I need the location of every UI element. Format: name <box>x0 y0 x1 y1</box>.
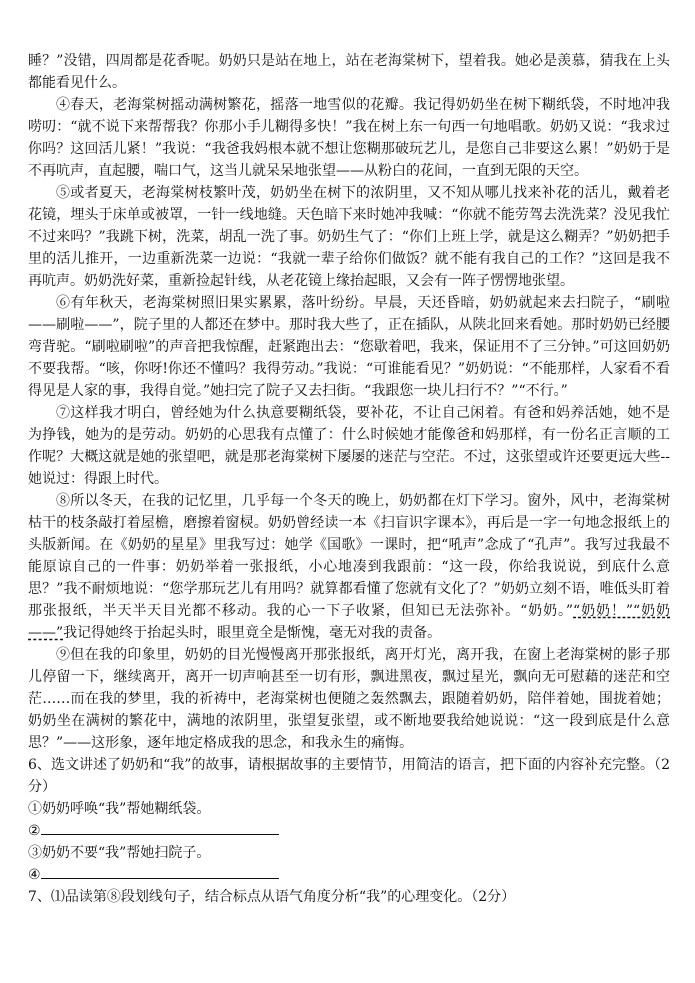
question-6-item-2 <box>28 820 670 842</box>
answer-blank-2[interactable] <box>41 820 279 835</box>
item-4-marker: ④ <box>28 867 41 883</box>
document-page <box>28 50 670 908</box>
paragraph-4: ④春天，老海棠树摇动满树繁花，摇落一地雪似的花瓣。我记得奶奶坐在树下糊纸袋，不时地冲我唠叨：“就不说下来帮帮我？你那小手儿糊得多快！”我在树上东一句西一句地唱歌。奶奶又说：“我求过你吗？这回活儿紧！”我说：“我爸我妈根本就不想让您糊那破玩艺儿，是您自己非要这么累！”奶奶于是不再吭声，直起腰，喘口气，这当儿就呆呆地张望——从粉白的花间，一直到无限的天空。 <box>28 97 670 179</box>
underlined-sentence: “奶奶！”“奶奶——” <box>28 603 670 641</box>
question-7-title: 7、⑴品读第⑧段划线句子，结合标点从语气角度分析“我”的心理变化。（2分） <box>28 889 516 905</box>
question-6-item-4 <box>28 864 670 886</box>
paragraph-8-text: ⑧所以冬天，在我的记忆里，几乎每一个冬天的晚上，奶奶都在灯下学习。窗外，风中，老海棠树枯干的枝条敲打着屋檐，磨擦着窗棂。奶奶曾经读一本《扫盲识字课本》，再后是一字一句地念报纸上的头版新闻。在《奶奶的星星》里我写过：她学《国歌》一课时，把“吼声”念成了“孔声”。我写过我最不能原谅自己的一件事：奶奶举着一张报纸，小心地凑到我跟前：“这一段，你给我说说，到底什么意思？”我不耐烦地说：“您学那玩艺儿有用吗？就算都看懂了您就有文化了？”奶奶立刻不语，唯低头盯着那张报纸，半天半天目光都不移动。我的心一下子收紧，但知已无法弥补。“奶奶。” <box>28 493 670 619</box>
paragraph-7: ⑦这样我才明白，曾经她为什么执意要糊纸袋，要补花，不让自己闲着。有爸和妈养活她，她不是为挣钱，她为的是劳动。奶奶的心思我有点懂了：什么时候她才能像爸和妈那样，有一份名正言顺的工作呢？大概这就是她的张望吧，就是那老海棠树下屡屡的迷茫与空茫。不过，这张望或许还要更远大些--她说过：得跟上时代。 <box>28 405 670 487</box>
question-6-title: 6、选文讲述了奶奶和“我”的故事，请根据故事的主要情节，用简洁的语言，把下面的内容补充完整。（2分） <box>28 757 670 795</box>
question-6-item-1: ①奶奶呼唤“我”帮她糊纸袋。 <box>28 801 211 817</box>
item-2-marker: ② <box>28 823 41 839</box>
question-6-item-3: ③奶奶不要“我”帮她扫院子。 <box>28 845 211 861</box>
paragraph-continuation: 睡？”没错，四周都是花香呢。奶奶只是站在地上，站在老海棠树下，望着我。她必是羡慕，猜我在上头都能看见什么。 <box>28 53 670 91</box>
paragraph-8-text-end: 我记得她终于抬起头时，眼里竟全是惭愧，毫无对我的责备。 <box>63 625 442 641</box>
paragraph-6: ⑥有年秋天，老海棠树照旧果实累累，落叶纷纷。早晨，天还昏暗，奶奶就起来去扫院子，“刷啦——刷啦——”，院子里的人都还在梦中。那时我大些了，正在插队，从陕北回来看她。那时奶奶已经腰弯背驼。“刷啦刷啦”的声音把我惊醒，赶紧跑出去：“您歇着吧，我来，保证用不了三分钟。”可这回奶奶不要我帮。“咳，你呀!你还不懂吗？我得劳动。”我说：“可谁能看见？”奶奶说：“不能那样，人家看不看得见是人家的事，我得自觉。”她扫完了院子又去扫街。“我跟您一块儿扫行不？”“不行。” <box>28 295 670 399</box>
paragraph-5: ⑤或者夏天，老海棠树枝繁叶茂，奶奶坐在树下的浓阴里，又不知从哪儿找来补花的活儿，戴着老花镜，埋头于床单或被罩，一针一线地缝。天色暗下来时她冲我喊：“你就不能劳驾去洗洗菜？没见我忙不过来吗？”我跳下树，洗菜，胡乱一洗了事。奶奶生气了：“你们上班上学，就是这么糊弄？”奶奶把手里的活儿推开，一边重新洗菜一边说：“我就一辈子给你们做饭？就不能有我自己的工作？”这回是我不再吭声。奶奶洗好菜，重新捡起针线，从老花镜上缘抬起眼，又会有一阵子愣愣地张望。 <box>28 185 670 289</box>
paragraph-9: ⑨但在我的印象里，奶奶的目光慢慢离开那张报纸，离开灯光，离开我，在窗上老海棠树的影子那儿停留一下，继续离开，离开一切声响甚至一切有形，飘进黑夜，飘过星光，飘向无可慰藉的迷茫和空茫……而在我的梦里，我的祈祷中，老海棠树也便随之轰然飘去，跟随着奶奶，陪伴着她，围拢着她；奶奶坐在满树的繁花中，满地的浓阴里，张望复张望，或不断地要我给她说说：“这一段到底是什么意思？”——这形象，逐年地定格成我的思念，和我永生的痛悔。 <box>28 647 670 751</box>
answer-blank-4[interactable] <box>41 864 279 879</box>
paragraph-8 <box>28 490 670 644</box>
